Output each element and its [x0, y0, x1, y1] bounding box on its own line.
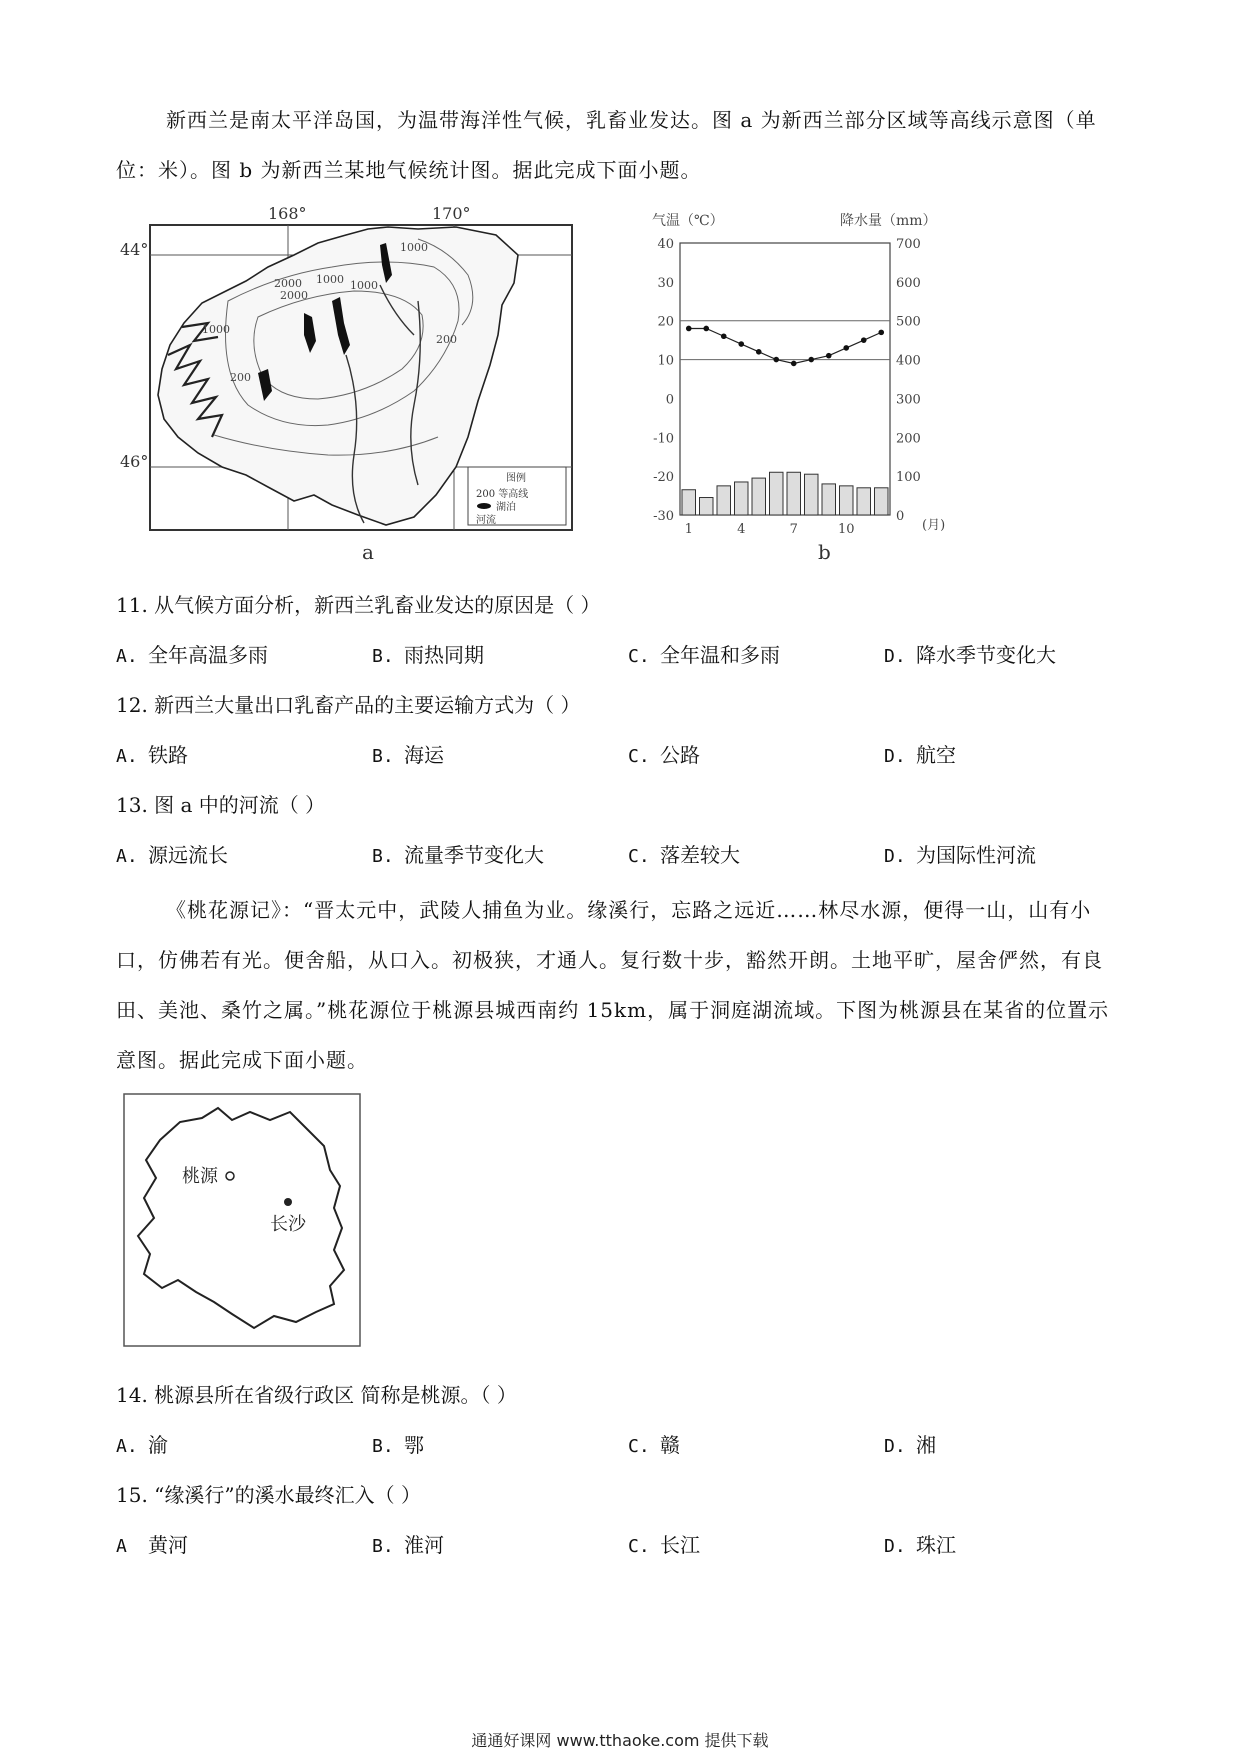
question-11-options	[116, 640, 1126, 670]
x-tick-label: 4	[737, 522, 746, 537]
x-tick-label: 1	[684, 522, 693, 537]
precip-bar	[787, 472, 801, 515]
option-b[interactable]: B. 淮河	[372, 1533, 444, 1557]
intro-paragraph-2: 《桃花源记》：“晋太元中，武陵人捕鱼为业。缘溪行，忘路之远近……林尽水源，便得一山，山有小口，仿佛若有光。便舍船，从口入。初极狭，才通人。复行数十步，豁然开朗。土地平旷，屋舍俨然，有良田、美池、桑竹之属。”桃花源位于桃源县城西南约 15km，属于洞庭湖流域。下图为桃源县在某省的位置示意图。据此完成下面小题。	[116, 898, 1110, 1072]
province-outline	[138, 1108, 344, 1328]
precip-bar	[857, 488, 871, 515]
legend-item-lake: 湖泊	[496, 502, 516, 513]
figure-a-contour-map	[118, 205, 578, 540]
temperature-point	[756, 349, 762, 355]
precip-bar	[752, 478, 766, 515]
temperature-point	[791, 361, 797, 367]
option-b[interactable]: B. 鄂	[372, 1433, 424, 1457]
question-15: 15. “缘溪行”的溪水最终汇入（ ）	[116, 1483, 421, 1507]
legend-lake-symbol	[477, 503, 491, 509]
province-location-map	[120, 1090, 364, 1350]
legend-item-river: 河流	[476, 515, 496, 526]
question-11: 11. 从气候方面分析，新西兰乳畜业发达的原因是（ ）	[116, 593, 601, 617]
precip-bar	[770, 472, 784, 515]
temperature-polyline	[689, 328, 882, 363]
question-12: 12. 新西兰大量出口乳畜产品的主要运输方式为（ ）	[116, 693, 581, 717]
figure-b-climate-chart	[640, 205, 970, 540]
lon-label-168: 168°	[268, 205, 307, 223]
figure-b-caption: b	[818, 540, 831, 564]
left-tick-label: -20	[653, 470, 674, 486]
precip-bar	[735, 482, 749, 515]
right-tick-label: 400	[896, 353, 921, 369]
contour-label: 200	[230, 371, 251, 384]
legend-item-contour: 200 等高线	[476, 489, 529, 500]
contour-label: 2000	[280, 289, 308, 302]
option-a[interactable]: A. 源远流长	[116, 843, 228, 867]
question-14-options	[116, 1430, 1126, 1460]
contour-label: 200	[436, 333, 457, 346]
contour-label: 1000	[400, 241, 428, 254]
month-unit-label: (月)	[922, 518, 946, 533]
option-a[interactable]: A. 铁路	[116, 743, 188, 767]
changsha-marker	[284, 1198, 292, 1206]
option-d[interactable]: D. 航空	[884, 743, 956, 767]
option-c[interactable]: C. 全年温和多雨	[628, 643, 780, 667]
precip-bar	[717, 486, 731, 515]
left-tick-label: 30	[657, 275, 674, 291]
option-c[interactable]: C. 赣	[628, 1433, 680, 1457]
question-15-options	[116, 1530, 1126, 1560]
temperature-point	[703, 326, 709, 332]
left-tick-label: -10	[653, 431, 674, 447]
contour-label: 2000	[274, 277, 302, 290]
temperature-point	[878, 330, 884, 336]
option-d[interactable]: D. 为国际性河流	[884, 843, 1036, 867]
precip-bar	[805, 474, 819, 515]
contour-label: 1000	[202, 323, 230, 336]
option-a[interactable]: A 黄河	[116, 1533, 188, 1557]
left-axis-label: 气温（℃）	[652, 213, 724, 229]
right-tick-label: 600	[896, 275, 921, 291]
right-tick-label: 500	[896, 314, 921, 330]
changsha-label: 长沙	[270, 1214, 306, 1235]
lon-label-170: 170°	[432, 205, 471, 223]
chart-grid	[680, 243, 890, 515]
lat-label-46: 46°	[120, 452, 149, 471]
left-tick-label: 10	[657, 353, 674, 369]
option-c[interactable]: C. 公路	[628, 743, 700, 767]
question-14: 14. 桃源县所在省级行政区 简称是桃源。（ ）	[116, 1383, 517, 1407]
x-tick-label: 10	[837, 522, 855, 537]
right-tick-label: 300	[896, 392, 921, 408]
temperature-point	[686, 326, 692, 332]
right-tick-label: 200	[896, 431, 921, 447]
precip-bar	[875, 488, 889, 515]
option-b[interactable]: B. 海运	[372, 743, 444, 767]
taoyuan-marker	[226, 1172, 234, 1180]
contour-label: 1000	[316, 273, 344, 286]
temperature-point	[843, 345, 849, 351]
right-tick-label: 100	[896, 470, 921, 486]
x-tick-label: 7	[789, 522, 798, 537]
right-tick-label: 700	[896, 237, 921, 252]
question-12-options	[116, 740, 1126, 770]
right-tick-label: 0	[896, 509, 905, 524]
option-a[interactable]: A. 渝	[116, 1433, 168, 1457]
option-b[interactable]: B. 流量季节变化大	[372, 843, 544, 867]
precip-bar	[840, 486, 854, 515]
right-axis-label: 降水量（mm）	[840, 213, 937, 229]
legend-title: 图例	[506, 473, 526, 484]
island-outline	[158, 227, 518, 525]
option-c[interactable]: C. 长江	[628, 1533, 700, 1557]
left-tick-label: 40	[657, 237, 674, 252]
option-c[interactable]: C. 落差较大	[628, 843, 740, 867]
temperature-point	[861, 337, 867, 343]
temperature-line	[686, 326, 884, 367]
figure-a-caption: a	[362, 540, 374, 564]
temperature-point	[721, 333, 727, 339]
page-footer: 通通好课网 www.tthaoke.com 提供下载	[471, 1731, 769, 1750]
contour-label: 1000	[350, 279, 378, 292]
option-d[interactable]: D. 湘	[884, 1433, 936, 1457]
left-tick-label: -30	[653, 509, 674, 524]
precip-bar	[700, 498, 714, 515]
intro-paragraph-1: 新西兰是南太平洋岛国，为温带海洋性气候，乳畜业发达。图 a 为新西兰部分区域等高线示意图（单位：米）。图 b 为新西兰某地气候统计图。据此完成下面小题。	[116, 108, 1097, 182]
question-13-options	[116, 840, 1126, 870]
taoyuan-label: 桃源	[182, 1166, 218, 1187]
precip-bar	[682, 490, 696, 515]
temperature-point	[773, 357, 779, 363]
left-tick-label: 20	[657, 314, 674, 330]
option-d[interactable]: D. 降水季节变化大	[884, 643, 1056, 667]
question-13: 13. 图 a 中的河流（ ）	[116, 793, 326, 817]
option-a[interactable]: A. 全年高温多雨	[116, 643, 268, 667]
precip-bar	[822, 484, 836, 515]
option-b[interactable]: B. 雨热同期	[372, 643, 484, 667]
precipitation-bars	[682, 472, 888, 515]
option-d[interactable]: D. 珠江	[884, 1533, 956, 1557]
temperature-point	[826, 353, 832, 359]
temperature-point	[738, 341, 744, 347]
lat-label-44: 44°	[120, 240, 149, 259]
left-tick-label: 0	[665, 392, 674, 408]
temperature-point	[808, 357, 814, 363]
plot-frame	[680, 243, 890, 515]
